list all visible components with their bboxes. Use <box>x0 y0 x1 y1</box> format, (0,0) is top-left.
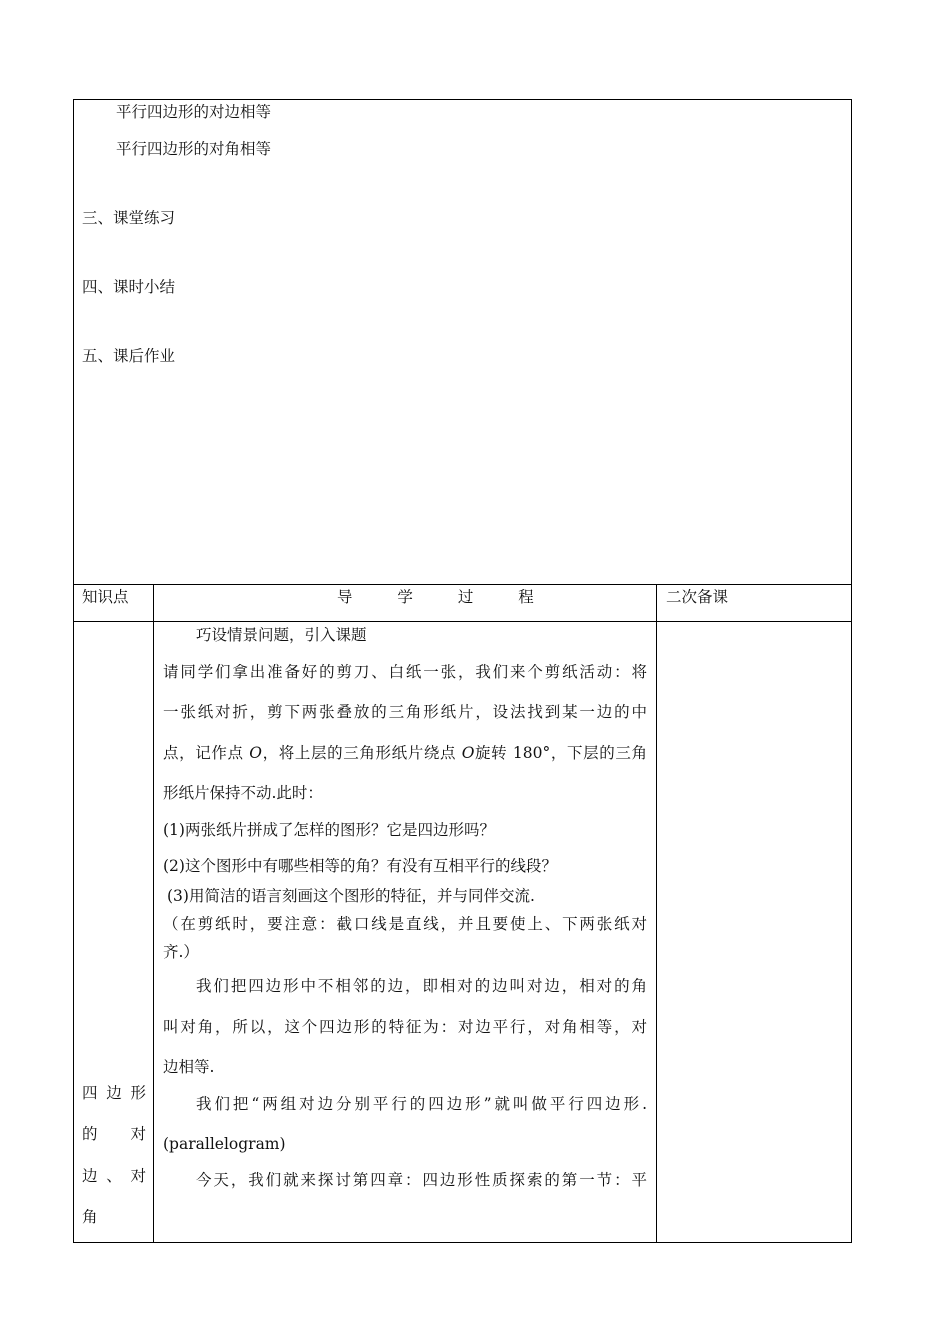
process-para1-line4: 形纸片保持不动.此时： <box>163 784 323 802</box>
heading-homework: 五、课后作业 <box>82 347 176 365</box>
point-o-label-2: O <box>461 744 475 762</box>
kp-line-3: 边、对 <box>82 1167 146 1185</box>
process-para1-line3 <box>163 743 647 763</box>
question-2: (2)这个图形中有哪些相等的角？有没有互相平行的线段？ <box>163 857 557 875</box>
top-table <box>73 99 852 585</box>
note-line-1: （在剪纸时，要注意：截口线是直线，并且要使上、下两张纸对 <box>163 915 647 933</box>
process-para1-line3-c: 旋转 180°，下层的三角 <box>474 744 647 762</box>
column-divider-2 <box>656 584 657 1243</box>
point-o-label-1: O <box>249 744 262 762</box>
conclusion-line-1: 平行四边形的对边相等 <box>116 103 272 121</box>
conclusion-line-2: 平行四边形的对角相等 <box>116 140 272 158</box>
column-divider-1 <box>153 584 154 1243</box>
kp-line-2: 的对 <box>82 1125 146 1143</box>
header-knowledge-point: 知识点 <box>82 588 129 606</box>
english-term: (parallelogram) <box>163 1135 286 1153</box>
process-para1-line2: 一张纸对折，剪下两张叠放的三角形纸片，设法找到某一边的中 <box>163 703 647 721</box>
process-para2-line3: 边相等. <box>163 1058 215 1076</box>
header-secondary-prep: 二次备课 <box>666 588 729 606</box>
note-line-2: 齐.） <box>163 943 199 961</box>
header-guided-learning-process: 导 学 过 程 <box>337 588 554 606</box>
process-para1-line3-a: 点，记作点 <box>163 744 250 762</box>
question-3: (3)用简洁的语言刻画这个图形的特征，并与同伴交流. <box>167 887 535 905</box>
heading-classroom-practice: 三、课堂练习 <box>82 209 176 227</box>
process-para3-line1: 今天，我们就来探讨第四章：四边形性质探索的第一节：平 <box>196 1171 647 1189</box>
process-para1-line1: 请同学们拿出准备好的剪刀、白纸一张，我们来个剪纸活动：将 <box>163 663 647 681</box>
header-row-divider <box>73 621 852 622</box>
process-para1-line3-b: ，将上层的三角形纸片绕点 <box>261 744 462 762</box>
definition-line: 我们把“两组对边分别平行的四边形”就叫做平行四边形. <box>196 1095 647 1113</box>
kp-line-1: 四边形 <box>82 1084 146 1102</box>
process-intro-heading: 巧设情景问题，引入课题 <box>196 626 367 644</box>
process-para2-line1: 我们把四边形中不相邻的边，即相对的边叫对边，相对的角 <box>196 977 647 995</box>
question-1: (1)两张纸片拼成了怎样的图形？它是四边形吗？ <box>163 821 495 839</box>
heading-lesson-summary: 四、课时小结 <box>82 278 176 296</box>
kp-line-4: 角 <box>82 1208 98 1226</box>
process-para2-line2: 叫对角，所以，这个四边形的特征为：对边平行，对角相等，对 <box>163 1018 647 1036</box>
